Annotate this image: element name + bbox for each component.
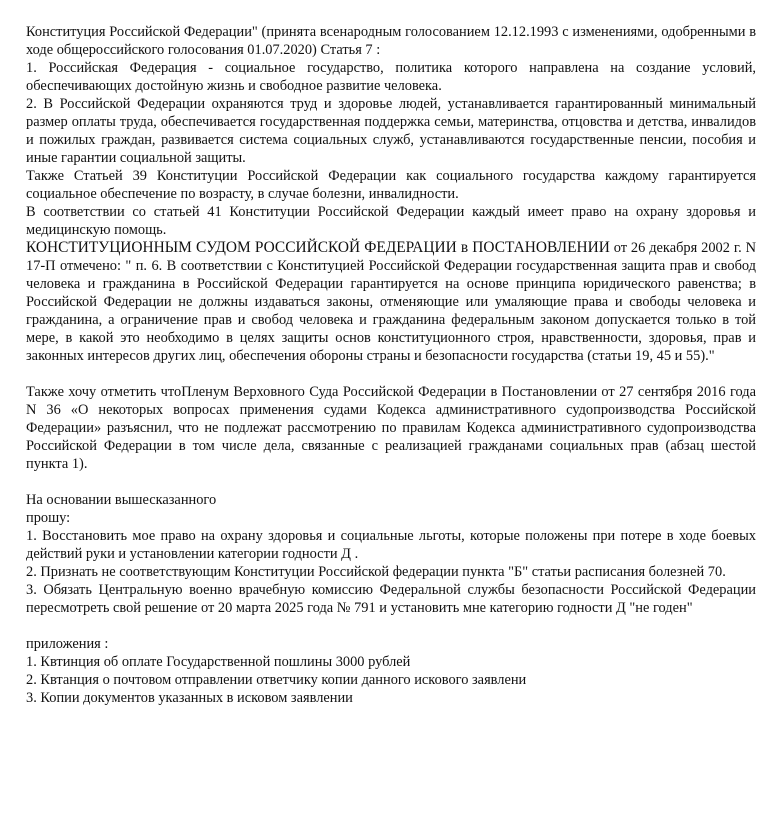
intro-paragraph: Конституция Российской Федерации" (принята всенародным голосованием 12.12.1993 с изменениями, одобренными в ходе общероссийского голосования 01.07.2020) Статья 7 : bbox=[26, 24, 756, 58]
article-39-paragraph: Также Статьей 39 Конституции Российской Федерации как социального государства каждому гарантируется социальное обеспечение по возрасту, в случае болезни, инвалидности. bbox=[26, 168, 756, 202]
court-heading: КОНСТИТУЦИОННЫМ СУДОМ РОССИЙСКОЙ ФЕДЕРАЦИИ в ПОСТАНОВЛЕНИИ bbox=[26, 239, 610, 256]
article-41-paragraph: В соответствии со статьей 41 Конституции Российской Федерации каждый имеет право на охрану здоровья и медицинскую помощь. bbox=[26, 204, 756, 238]
basis-line: На основании вышесказанного bbox=[26, 492, 217, 508]
request-item: 2. Признать не соответствующим Конституции Российской федерации пункта "Б" статьи расписания болезней 70. bbox=[26, 564, 726, 580]
request-item: 3. Обязать Центральную военно врачебную комиссию Федеральной службы безопасности Российской Федерации пересмотреть свой решение от 20 марта 2025 года № 791 и установить мне категорию годности Д "не годен" bbox=[26, 582, 756, 616]
request-item: 1. Восстановить мое право на охрану здоровья и социальные льготы, которые положены при потере в ходе боевых действий руки и установлении категории годности Д . bbox=[26, 528, 756, 562]
spacer bbox=[26, 365, 756, 383]
request-label: прошу: bbox=[26, 510, 71, 526]
attachment-item: 3. Копии документов указанных в исковом заявлении bbox=[26, 690, 353, 706]
attachment-item: 1. Квтинция об оплате Государственной пошлины 3000 рублей bbox=[26, 654, 411, 670]
article-7-point-2: 2. В Российской Федерации охраняются труд и здоровье людей, устанавливается гарантированный минимальный размер оплаты труда, обеспечивается государственная поддержка семьи, материнства, отцовства и детства, инвалидов и пожилых граждан, развивается система социальных служб, устанавливаются государственные пенсии, пособия и иные гарантии социальной защиты. bbox=[26, 96, 756, 166]
spacer bbox=[26, 473, 756, 491]
document-body bbox=[26, 23, 756, 707]
attachments-label: приложения : bbox=[26, 636, 109, 652]
spacer bbox=[26, 617, 756, 635]
court-body: от 26 декабря 2002 г. N 17-П отмечено: " п. 6. В соответствии с Конституцией Российской Федерации государственная защита прав и свобод человека и гражданина в Российской Федерации гарантируется на основе принципа юридического равенства; в Российской Федерации не должны издаваться законы, отменяющие или умаляющие права и свободы человека и гражданина, а ограничение прав и свобод человека и гражданина федеральным законом допускается только в той мере, в какой это необходимо в целях защиты основ конституционного строя, нравственности, здоровья, прав и законных интересов других лиц, обеспечения обороны страны и безопасности государства (статьи 19, 45 и 55)." bbox=[26, 240, 756, 364]
attachment-item: 2. Квтанция о почтовом отправлении ответчику копии данного искового заявлени bbox=[26, 672, 527, 688]
constitutional-court-paragraph bbox=[26, 239, 756, 365]
article-7-point-1: 1. Российская Федерация - социальное государство, политика которого направлена на создание условий, обеспечивающих достойную жизнь и свободное развитие человека. bbox=[26, 60, 756, 94]
plenum-paragraph: Также хочу отметить чтоПленум Верховного Суда Российской Федерации в Постановлении от 27 сентября 2016 года N 36 «О некоторых вопросах применения судами Кодекса административного судопроизводства Российской Федерации» разъяснил, что не подлежат рассмотрению по правилам Кодекса административного судопроизводства Российской Федерации в том числе дела, связанные с реализацией гражданами социальных прав (абзац шестой пункта 1). bbox=[26, 384, 756, 472]
